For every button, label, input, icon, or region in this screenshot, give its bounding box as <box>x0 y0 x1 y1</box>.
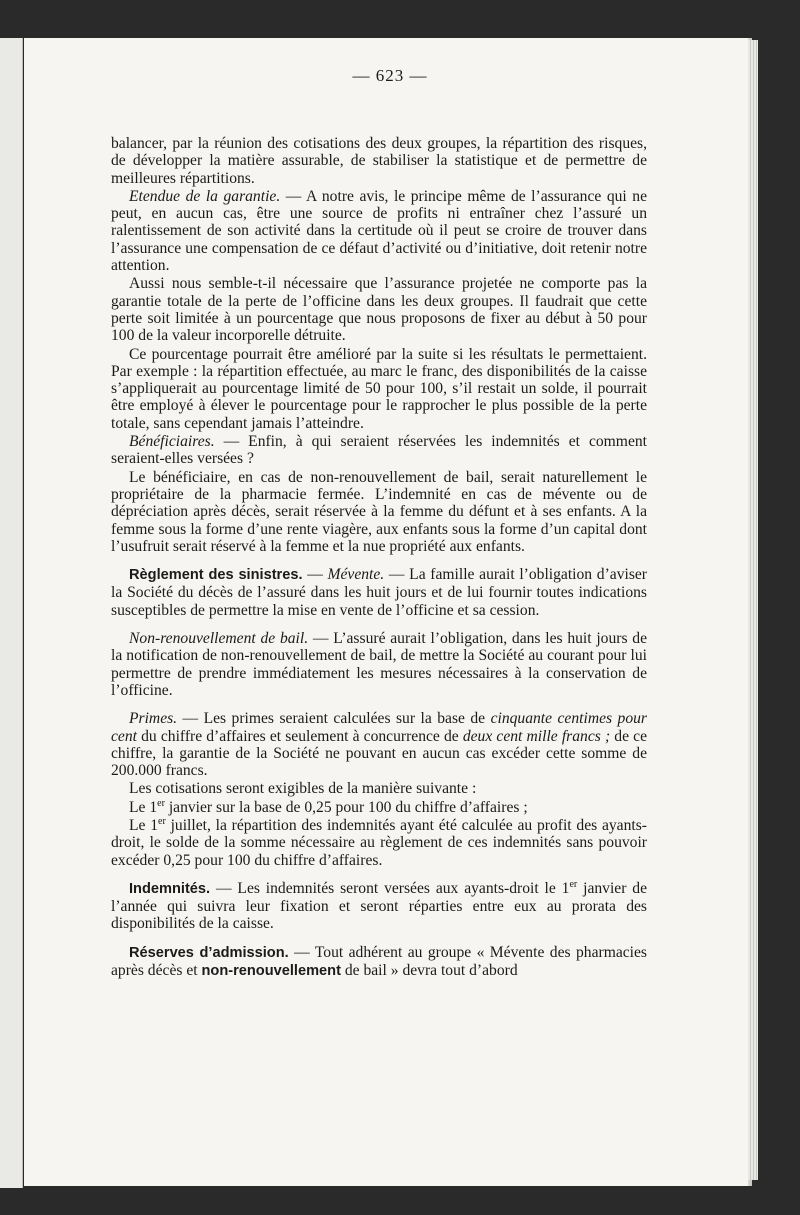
paragraph-beneficiaires: Bénéficiaires. — Enfin, à qui seraient réservées les indemnités et comment seraient-elles versées ? <box>111 433 647 468</box>
paragraph-indemnites: Indemnités. — Les indemnités seront versées aux ayants-droit le 1er janvier de l’année qui suivra leur fixation et seront réparties entre eux au prorata des disponibilités de la caisse. <box>111 878 647 933</box>
paragraph-beneficiaire-detail: Le bénéficiaire, en cas de non-renouvellement de bail, serait naturellement le propriétaire de la pharmacie fermée. L’indemnité en cas de mévente ou de dépréciation après décès, serait réservée à la femme du défunt et à ses enfants. A la femme sous la forme d’une rente viagère, aux enfants sous la forme d’un capital dont l’usufruit serait réservé à la femme et la nue propriété aux enfants. <box>111 468 647 555</box>
heading-mevente: Mévente. <box>327 566 385 584</box>
paragraph-janvier: Le 1er janvier sur la base de 0,25 pour 100 du chiffre d’affaires ; <box>129 797 528 816</box>
paragraph-continuation: balancer, par la réunion des cotisations des deux groupes, la répartition des risques, de développer la matière assurable, de stabiliser la statistique et de permettre de meilleures répartitions. <box>111 135 647 187</box>
paragraph-cotisations: Les cotisations seront exigibles de la manière suivante : <box>129 780 477 798</box>
paragraph-juillet: Le 1er juillet, la répartition des indemnités ayant été calculée au profit des ayants-droit, le solde de la somme nécessaire au règlement de ces indemnités sans pouvoir excéder 0,25 pour 100 du chiffre d’affaires. <box>111 815 647 869</box>
paragraph-etendue: Etendue de la garantie. — A notre avis, le principe même de l’assurance qui ne peut, en aucun cas, être une source de profits ni entraîner chez l’assuré un ralentissement de son activité dans la certitude où il peut se croire de trouver dans l’assurance une compensation de ce défaut d’activité ou d’initiative, doit retenir notre attention. <box>111 187 647 275</box>
adjacent-page-edge <box>0 38 23 1188</box>
page-stack-edge <box>748 40 758 1180</box>
paragraph-non-renouvellement: Non-renouvellement de bail. — L’assuré aurait l’obligation, dans les huit jours de la notification de non-renouvellement de bail, de mettre la Société au courant pour lui permettre de prendre immédiatement les mesures nécessaires à la conservation de l’officine. <box>111 630 647 699</box>
body-text <box>111 135 647 981</box>
heading-non-renouvellement: Non-renouvellement de bail. <box>129 630 309 648</box>
paragraph-garantie-limitee: Aussi nous semble-t-il nécessaire que l’assurance projetée ne comporte pas la garantie totale de la perte de l’officine dans les deux groupes. Il faudrait que cette perte soit limitée à un pourcentage que nous proposons de fixer au début à 50 pour 100 de la valeur incorporelle détruite. <box>111 275 647 345</box>
heading-reglement: Règlement des sinistres. <box>129 567 303 584</box>
heading-indemnites: Indemnités. <box>129 880 211 897</box>
heading-etendue: Etendue de la garantie. <box>129 187 281 205</box>
paragraph-reserves: Réserves d’admission. — Tout adhérent au groupe « Mévente des pharmacies après décès et non-renouvellement de bail » devra tout d’abord <box>111 943 647 980</box>
heading-reserves: Réserves d’admission. <box>129 944 289 961</box>
paragraph-primes: Primes. — Les primes seraient calculées sur la base de cinquante centimes pour cent du chiffre d’affaires et seulement à concurrence de deux cent mille francs ; de ce chiffre, la garantie de la Société ne pouvant en aucun cas excéder cette somme de 200.000 francs. <box>111 710 648 780</box>
heading-primes: Primes. <box>129 710 178 728</box>
paragraph-reglement: Règlement des sinistres. — Mévente. — La famille aurait l’obligation d’aviser la Société du décès de l’assuré dans les huit jours et de lui fournir toutes indications susceptibles de permettre la mise en vente de l’officine et sa cession. <box>111 566 648 619</box>
page-number: — 623 — <box>352 66 428 85</box>
paragraph-pourcentage: Ce pourcentage pourrait être amélioré par la suite si les résultats le permettaient. Par exemple : la répartition effectuée, au marc le franc, des disponibilités de la caisse s’appliquerait au pourcentage limité de 50 pour 100, s’il restait un solde, il pourrait être employé à élever le pourcentage pour le rapprocher le plus possible de la perte totale, sans cependant jamais l’atteindre. <box>111 345 647 432</box>
heading-beneficiaires: Bénéficiaires. <box>129 433 215 451</box>
